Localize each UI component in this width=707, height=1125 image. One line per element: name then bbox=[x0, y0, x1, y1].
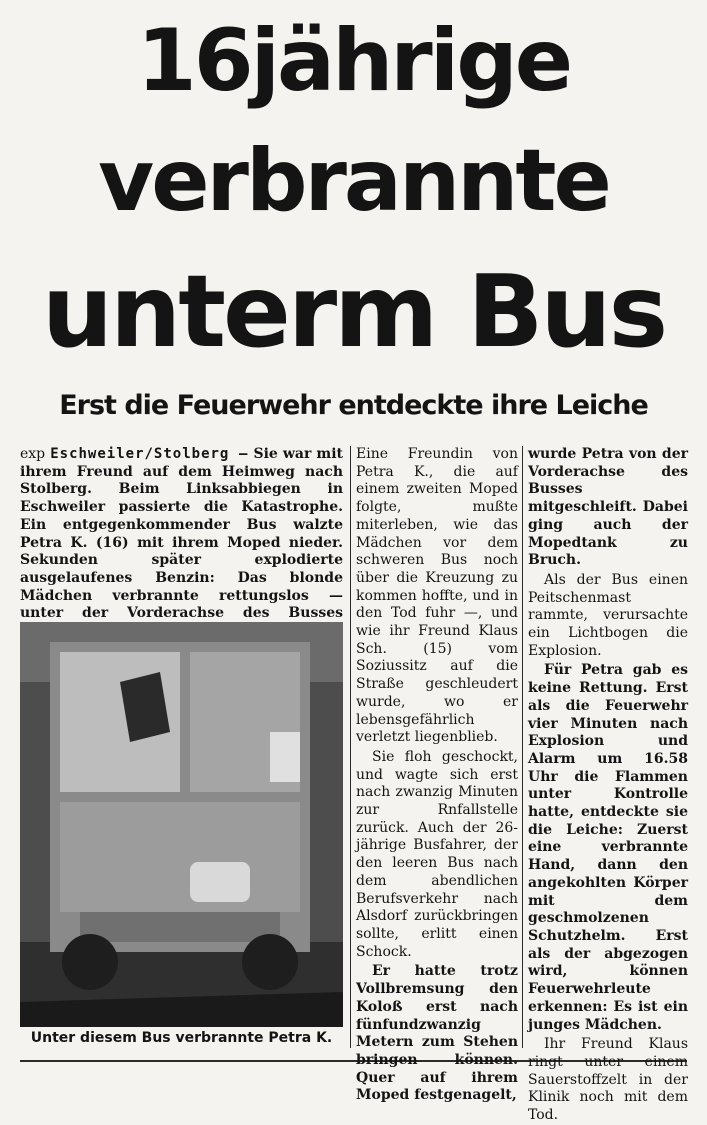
article-column-3 bbox=[528, 446, 688, 1125]
subheadline: Erst die Feuerwehr entdeckte ihre Leiche bbox=[59, 390, 648, 421]
column3-paragraph-1: wurde Petra von der Vorderachse des Busses mitgeschleift. Dabei ging auch der Mopedtank zu Bruch. bbox=[528, 446, 688, 569]
column-rule-2 bbox=[522, 446, 523, 1048]
lead-location: Eschweiler/Stolberg — bbox=[50, 446, 249, 462]
headline-line-3: unterm Bus bbox=[41, 253, 666, 370]
lead-text: Sie war mit ihrem Freund auf dem Heimweg nach Stolberg. Beim Linksabbiegen in Eschweiler passierte die Katastrophe. Ein entgegenkommender Bus walzte Petra K. (16) mit ihrem Moped nieder. Sekunden später explodierte ausgelaufenes Benzin: Das blonde Mädchen verbrannte rettungslos — unter der Vorderachse des Busses bbox=[20, 446, 344, 622]
column2-paragraph-1: Eine Freundin von Petra K., die auf einem zweiten Moped folgte, mußte miterleben, wie das Mädchen vor dem schweren Bus noch über die Kreuzung zu kommen hoffte, und in den Tod fuhr —, und wie ihr Freund Klaus Sch. (15) vom Soziussitz auf die Straße geschleudert wurde, wo er lebensgefährlich verletzt liegenblieb. bbox=[356, 446, 518, 746]
lead-tag: exp bbox=[20, 446, 46, 462]
column-rule-1 bbox=[350, 446, 351, 1048]
column3-paragraph-3: Für Petra gab es keine Rettung. Erst als die Feuerwehr vier Minuten nach Explosion und Alarm um 16.58 Uhr die Flammen unter Kontrolle hatte, entdeckte sie die Leiche: Zuerst eine verbrannte Hand, dann den angekohlten Körper mit dem geschmolzenen Schutzhelm. Erst als der abgezogen wird, können Feuerwehrleute erkennen: Es ist ein junges Mädchen. bbox=[528, 662, 688, 1033]
bus-photo-illustration bbox=[20, 622, 343, 1027]
article-column-2 bbox=[356, 446, 518, 1105]
column3-paragraph-2: Als der Bus einen Peitschenmast rammte, verursachte ein Lichtbogen die Explosion. bbox=[528, 571, 688, 659]
headline-line-1: 16jährige bbox=[136, 11, 571, 111]
column2-paragraph-2: Sie floh geschockt, und wagte sich erst nach zwanzig Minuten zur Rnfallstelle zurück. Auch der 26-jährige Busfahrer, der den leeren Bus nach dem abendlichen Berufsverkehr nach Alsdorf zurückbringen sollte, erlitt einen Schock. bbox=[356, 748, 518, 960]
bus-photo bbox=[20, 622, 343, 1027]
photo-caption: Unter diesem Bus verbrannte Petra K. bbox=[30, 1030, 333, 1046]
headline-line-2: verbrannte bbox=[98, 131, 609, 231]
column2-paragraph-3: Er hatte trotz Vollbremsung den Koloß erst nach fünfundzwanzig Metern zum Stehen bringen können. Quer auf ihrem Moped festgenagelt, bbox=[356, 963, 518, 1104]
column3-paragraph-4: Ihr Freund Klaus ringt unter einem Sauerstoffzelt in der Klinik noch mit dem Tod. bbox=[528, 1036, 688, 1124]
lead-paragraph bbox=[20, 446, 343, 641]
